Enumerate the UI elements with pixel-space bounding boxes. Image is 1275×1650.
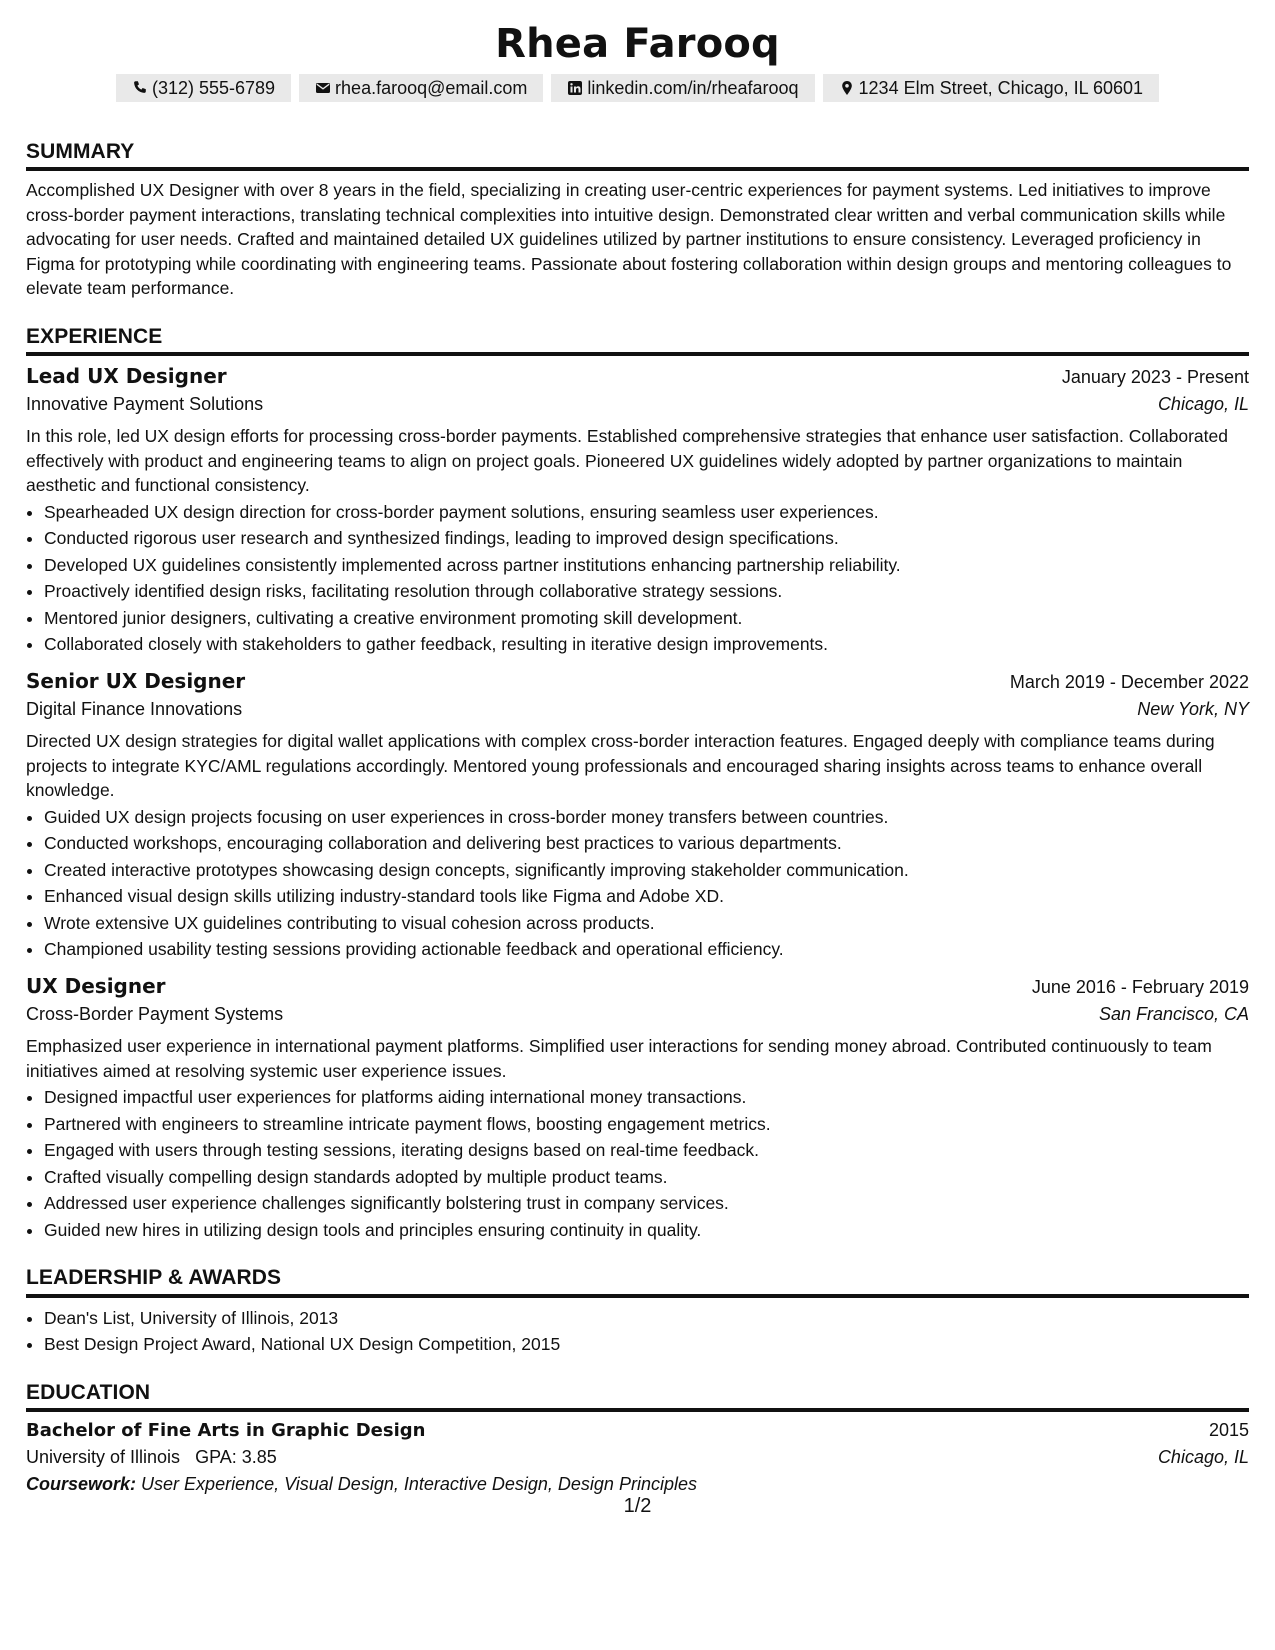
list-item: • Wrote extensive UX guidelines contributing to visual cohesion across products. (44, 911, 1249, 936)
section-heading: EXPERIENCE (26, 323, 1249, 356)
phone-chip (116, 74, 291, 102)
list-item: • Partnered with engineers to streamline intricate payment flows, boosting engagement metrics. (44, 1112, 1249, 1137)
job-title: UX Designer (26, 973, 166, 998)
section-heading: SUMMARY (26, 138, 1249, 171)
job-bullets (26, 500, 1249, 657)
list-item: • Conducted rigorous user research and synthesized findings, leading to improved design specifications. (44, 526, 1249, 551)
email-chip[interactable] (299, 74, 543, 102)
map-pin-icon (839, 80, 855, 96)
coursework-list: User Experience, Visual Design, Interactive Design, Design Principles (141, 1474, 697, 1495)
list-item: • Guided UX design projects focusing on user experiences in cross-border money transfers between countries. (44, 805, 1249, 830)
coursework-label: Coursework: (26, 1474, 137, 1495)
list-item: • Collaborated closely with stakeholders to gather feedback, resulting in iterative design improvements. (44, 632, 1249, 657)
candidate-name: Rhea Farooq (495, 21, 780, 67)
job-title: Senior UX Designer (26, 668, 246, 693)
contact-bar (26, 74, 1249, 102)
linkedin-icon (567, 80, 583, 96)
list-item: • Crafted visually compelling design standards adopted by multiple product teams. (44, 1165, 1249, 1190)
gpa: GPA: 3.85 (195, 1447, 277, 1467)
envelope-icon (315, 80, 331, 96)
list-item: • Developed UX guidelines consistently implemented across partner institutions enhancing partnership reliability. (44, 553, 1249, 578)
list-item: • Best Design Project Award, National UX Design Competition, 2015 (44, 1332, 1249, 1357)
job-bullets (26, 1085, 1249, 1242)
phone-icon (132, 80, 148, 96)
experience-section (26, 323, 1249, 1242)
list-item: • Engaged with users through testing sessions, iterating designs based on real-time feedback. (44, 1138, 1249, 1163)
list-item: • Designed impactful user experiences for platforms aiding international money transactions. (44, 1085, 1249, 1110)
summary-section (26, 138, 1249, 301)
education-section (26, 1379, 1249, 1498)
list-item: • Dean's List, University of Illinois, 2013 (44, 1306, 1249, 1331)
job-description: In this role, led UX design efforts for processing cross-border payments. Established comprehensive strategies that enhance user satisfaction. Collaborated effectively with product and engineering teams to align on project goals. Pioneered UX guidelines widely adopted by partner organizations to maintain aesthetic and functional consistency. (26, 426, 1228, 496)
job-title: Lead UX Designer (26, 364, 227, 389)
address-text: 1234 Elm Street, Chicago, IL 60601 (858, 78, 1144, 98)
section-heading: EDUCATION (26, 1379, 1249, 1412)
job-location: San Francisco, CA (1098, 1004, 1249, 1025)
awards-section (26, 1264, 1249, 1356)
resume-page (26, 0, 1249, 1497)
list-item: • Enhanced visual design skills utilizing industry-standard tools like Figma and Adobe XD. (44, 884, 1249, 909)
awards-list (26, 1306, 1249, 1357)
graduation-year: 2015 (1208, 1419, 1249, 1440)
job-location: New York, NY (1137, 699, 1249, 720)
list-item: • Guided new hires in utilizing design tools and principles ensuring continuity in quality. (44, 1218, 1249, 1243)
job-description: Emphasized user experience in international payment platforms. Simplified user interactions for sending money abroad. Contributed continuously to team initiatives aimed at resolving systemic user experience issues. (26, 1036, 1212, 1081)
list-item: • Addressed user experience challenges significantly bolstering trust in company services. (44, 1191, 1249, 1216)
job-dates: January 2023 - Present (1061, 367, 1249, 388)
job-entry (26, 667, 1249, 962)
job-bullets (26, 805, 1249, 962)
section-heading: LEADERSHIP & AWARDS (26, 1264, 1249, 1297)
job-location: Chicago, IL (1157, 394, 1249, 415)
job-dates: March 2019 - December 2022 (1009, 671, 1249, 692)
phone-text: (312) 555-6789 (151, 78, 276, 98)
school-name: University of Illinois (26, 1447, 181, 1467)
address-chip (823, 74, 1160, 102)
linkedin-link[interactable]: linkedin.com/in/rheafarooq (587, 78, 799, 98)
list-item: • Mentored junior designers, cultivating a creative environment promoting skill development. (44, 606, 1249, 631)
summary-text: Accomplished UX Designer with over 8 years in the field, specializing in creating user-centric experiences for payment systems. Led initiatives to improve cross-border payment interactions, translating technical complexities into intuitive design. Demonstrated clear written and verbal communication skills while advocating for user needs. Crafted and maintained detailed UX guidelines utilized by partner institutions to ensure consistency. Leveraged proficiency in Figma for prototyping while coordinating with engineering teams. Passionate about fostering collaboration within design groups and mentoring colleagues to elevate team performance. (26, 180, 1232, 299)
job-dates: June 2016 - February 2019 (1031, 976, 1249, 997)
list-item: • Championed usability testing sessions providing actionable feedback and operational efficiency. (44, 937, 1249, 962)
list-item: • Spearheaded UX design direction for cross-border payment solutions, ensuring seamless user experiences. (44, 500, 1249, 525)
job-entry (26, 972, 1249, 1242)
company-name: Innovative Payment Solutions (26, 394, 264, 415)
page-number: 1/2 (623, 1495, 652, 1517)
degree-title: Bachelor of Fine Arts in Graphic Design (26, 1419, 426, 1441)
list-item: • Proactively identified design risks, facilitating resolution through collaborative strategy sessions. (44, 579, 1249, 604)
company-name: Digital Finance Innovations (26, 699, 243, 720)
school-line (26, 1445, 277, 1470)
email-link[interactable]: rhea.farooq@email.com (335, 78, 528, 98)
list-item: • Created interactive prototypes showcasing design concepts, significantly improving stakeholder communication. (44, 858, 1249, 883)
company-name: Cross-Border Payment Systems (26, 1004, 284, 1025)
school-location: Chicago, IL (1157, 1447, 1249, 1467)
list-item: • Conducted workshops, encouraging collaboration and delivering best practices to various departments. (44, 831, 1249, 856)
job-entry (26, 362, 1249, 657)
job-description: Directed UX design strategies for digital wallet applications with complex cross-border interaction features. Engaged deeply with compliance teams during projects to integrate KYC/AML regulations accordingly. Mentored young professionals and encouraged sharing insights across teams to enhance overall knowledge. (26, 731, 1215, 801)
linkedin-chip[interactable] (551, 74, 814, 102)
